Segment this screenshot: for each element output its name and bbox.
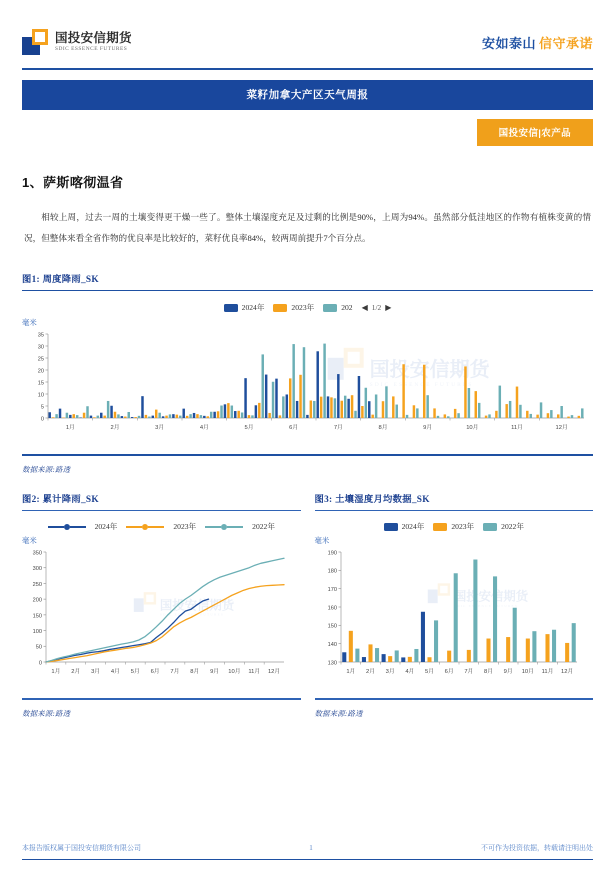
svg-text:9月: 9月 bbox=[423, 425, 433, 432]
svg-text:130: 130 bbox=[327, 660, 337, 667]
svg-text:12月: 12月 bbox=[267, 669, 281, 676]
legend-swatch-2024-icon bbox=[384, 523, 398, 531]
figure-1-source: 数据来源:路透 bbox=[22, 464, 71, 474]
svg-text:10: 10 bbox=[37, 392, 44, 399]
svg-text:6月: 6月 bbox=[444, 669, 454, 676]
legend-prev-arrow-icon[interactable]: ◀ bbox=[361, 302, 368, 312]
legend-item-2024[interactable] bbox=[224, 302, 265, 313]
figure-3-block bbox=[315, 491, 594, 719]
svg-text:190: 190 bbox=[327, 550, 337, 557]
svg-text:30: 30 bbox=[37, 344, 44, 351]
legend-swatch-2022-icon bbox=[323, 304, 337, 312]
legend-item-2024[interactable] bbox=[48, 521, 118, 532]
legend-next-arrow-icon[interactable]: ▶ bbox=[385, 302, 392, 312]
svg-text:5月: 5月 bbox=[424, 669, 434, 676]
figure-2-bottom-divider bbox=[22, 698, 301, 699]
category-badge: 国投安信|农产品 bbox=[477, 119, 593, 146]
logo-name-cn: 国投安信期货 bbox=[55, 31, 132, 46]
svg-text:8月: 8月 bbox=[378, 425, 388, 432]
figure-1-svg bbox=[22, 328, 593, 448]
figure-3-source: 数据来源:路透 bbox=[314, 708, 363, 718]
svg-text:国投安信期货: 国投安信期货 bbox=[159, 598, 235, 613]
svg-text:11月: 11月 bbox=[541, 669, 553, 676]
svg-text:6月: 6月 bbox=[289, 425, 299, 432]
legend-item-2024[interactable] bbox=[384, 521, 425, 532]
legend-item-2022[interactable] bbox=[483, 521, 524, 532]
svg-text:25: 25 bbox=[37, 356, 44, 363]
legend-item-2022[interactable] bbox=[323, 303, 352, 312]
figure-3-divider bbox=[315, 510, 594, 511]
svg-text:15: 15 bbox=[37, 380, 44, 387]
svg-text:3月: 3月 bbox=[155, 425, 165, 432]
legend-label-2022: 2022年 bbox=[252, 522, 275, 532]
figure-2-source: 数据来源:路透 bbox=[22, 708, 71, 718]
tagline-primary: 安如泰山 bbox=[481, 35, 536, 51]
svg-text:7月: 7月 bbox=[333, 425, 343, 432]
svg-text:140: 140 bbox=[327, 642, 337, 649]
svg-text:2月: 2月 bbox=[110, 425, 120, 432]
svg-text:4月: 4月 bbox=[404, 669, 414, 676]
svg-text:5月: 5月 bbox=[130, 669, 140, 676]
section-heading: 1、萨斯喀彻温省 bbox=[22, 175, 124, 190]
svg-text:150: 150 bbox=[327, 623, 337, 630]
page-footer bbox=[0, 843, 615, 860]
header-divider bbox=[22, 68, 593, 70]
legend-marker-2024-icon bbox=[64, 524, 70, 530]
figure-2-block bbox=[22, 491, 301, 719]
svg-text:4月: 4月 bbox=[110, 669, 120, 676]
svg-text:5月: 5月 bbox=[244, 425, 254, 432]
legend-label-2023: 2023年 bbox=[173, 522, 197, 532]
legend-label-2022: 2022年 bbox=[501, 522, 524, 532]
legend-page-indicator: 1/2 bbox=[371, 303, 382, 313]
legend-item-2023[interactable] bbox=[433, 521, 474, 532]
svg-text:3月: 3月 bbox=[91, 669, 101, 676]
svg-text:35: 35 bbox=[37, 332, 44, 339]
legend-swatch-2023-icon bbox=[273, 304, 287, 312]
svg-text:国投安信期货: 国投安信期货 bbox=[453, 589, 528, 604]
svg-text:1月: 1月 bbox=[51, 669, 61, 676]
figure-2-svg bbox=[22, 546, 297, 694]
svg-text:150: 150 bbox=[32, 613, 42, 620]
svg-text:160: 160 bbox=[327, 605, 337, 612]
svg-text:12月: 12月 bbox=[555, 425, 568, 432]
svg-text:170: 170 bbox=[327, 587, 337, 594]
logo-mark-icon bbox=[22, 29, 48, 55]
figure-2-unit-label: 毫米 bbox=[22, 536, 37, 546]
legend-pager[interactable] bbox=[362, 303, 392, 312]
svg-text:6月: 6月 bbox=[150, 669, 160, 676]
tagline-secondary: 信守承诺 bbox=[538, 35, 593, 51]
figure-3-legend bbox=[315, 521, 594, 532]
svg-text:SDIC ESSENCE FUTURES: SDIC ESSENCE FUTURES bbox=[369, 382, 474, 389]
figure-1-block bbox=[22, 271, 593, 475]
footer-page-number: 1 bbox=[309, 843, 313, 852]
figure-3-unit-label: 毫米 bbox=[314, 536, 330, 546]
figure-1-legend bbox=[22, 302, 593, 313]
figure-row bbox=[22, 491, 593, 719]
svg-text:10月: 10月 bbox=[521, 669, 534, 676]
footer-disclaimer: 不可作为投资依据，转载请注明出处 bbox=[481, 843, 593, 852]
svg-text:9月: 9月 bbox=[503, 669, 513, 676]
figure-1-title: 图1: 周度降雨_SK bbox=[22, 275, 99, 286]
figure-1-divider bbox=[22, 290, 593, 291]
svg-text:250: 250 bbox=[32, 582, 42, 589]
legend-swatch-2024-icon bbox=[224, 304, 238, 312]
svg-text:50: 50 bbox=[35, 644, 42, 651]
footer-divider bbox=[22, 859, 593, 860]
svg-text:9月: 9月 bbox=[210, 669, 220, 676]
svg-text:0: 0 bbox=[40, 416, 44, 423]
legend-marker-2023-icon bbox=[142, 524, 148, 530]
footer-copyright: 本报告版权属于国投安信期货有限公司 bbox=[22, 843, 141, 852]
svg-text:7月: 7月 bbox=[463, 669, 473, 676]
svg-text:3月: 3月 bbox=[385, 669, 395, 676]
svg-text:1月: 1月 bbox=[345, 669, 355, 676]
svg-text:350: 350 bbox=[32, 550, 42, 557]
svg-text:0: 0 bbox=[38, 660, 42, 667]
svg-text:11月: 11月 bbox=[248, 669, 261, 676]
figure-2-legend bbox=[22, 521, 301, 532]
legend-marker-2022-icon bbox=[221, 524, 227, 530]
svg-text:4月: 4月 bbox=[199, 425, 209, 432]
figure-3-svg bbox=[315, 546, 590, 694]
legend-label-2024: 2024年 bbox=[401, 522, 425, 532]
svg-text:SDIC ESSENCE FUTURES: SDIC ESSENCE FUTURES bbox=[453, 604, 518, 609]
svg-text:300: 300 bbox=[32, 566, 42, 573]
legend-swatch-2023-icon bbox=[433, 523, 447, 531]
figure-2-title: 图2: 累计降雨_SK bbox=[22, 494, 99, 505]
badge-row bbox=[22, 119, 593, 146]
legend-label-2022: 202 bbox=[341, 303, 353, 313]
legend-swatch-2022-icon bbox=[483, 523, 497, 531]
svg-text:2月: 2月 bbox=[71, 669, 81, 676]
svg-text:7月: 7月 bbox=[170, 669, 180, 676]
svg-text:10月: 10月 bbox=[466, 425, 479, 432]
svg-text:1月: 1月 bbox=[65, 425, 75, 432]
legend-label-2023: 2023年 bbox=[451, 522, 475, 532]
svg-text:12月: 12月 bbox=[560, 669, 573, 676]
legend-label-2024: 2024年 bbox=[241, 303, 265, 313]
report-title-bar: 菜籽加拿大产区天气周报 bbox=[22, 80, 593, 110]
figure-2-divider bbox=[22, 510, 301, 511]
page-header bbox=[0, 0, 615, 62]
svg-text:10月: 10月 bbox=[228, 669, 241, 676]
legend-item-2023[interactable] bbox=[273, 302, 314, 313]
svg-text:8月: 8月 bbox=[190, 669, 200, 676]
figure-2-chart bbox=[22, 546, 301, 694]
company-logo bbox=[22, 29, 132, 55]
figure-3-title: 图3: 土壤湿度月均数据_SK bbox=[314, 494, 430, 505]
legend-label-2023: 2023年 bbox=[291, 303, 315, 313]
header-tagline bbox=[482, 33, 593, 52]
legend-label-2024: 2024年 bbox=[94, 522, 118, 532]
svg-text:8月: 8月 bbox=[483, 669, 493, 676]
figure-1-chart bbox=[22, 328, 593, 448]
svg-text:2月: 2月 bbox=[365, 669, 375, 676]
figure-1-unit-label: 毫米 bbox=[22, 318, 37, 328]
svg-text:国投安信期货: 国投安信期货 bbox=[369, 359, 490, 382]
legend-item-2023[interactable] bbox=[126, 521, 196, 532]
legend-item-2022[interactable] bbox=[205, 521, 275, 532]
logo-name-en: SDIC ESSENCE FUTURES bbox=[55, 45, 128, 52]
svg-text:SDIC ESSENCE FUTURES: SDIC ESSENCE FUTURES bbox=[159, 612, 225, 617]
figure-3-bottom-divider bbox=[315, 698, 594, 699]
svg-text:5: 5 bbox=[40, 404, 44, 411]
svg-text:180: 180 bbox=[327, 568, 337, 575]
section-paragraph: 相较上周，过去一周的土壤变得更干燥一些了。整体土壤湿度充足及过剩的比例是90%，上周为94%。虽然部分低洼地区的作物有植株变黄的情况，但整体来看全省作物的优良率是比较好的，菜籽优良率84%，较两周前提升7个百分点。 bbox=[24, 212, 591, 244]
figure-1-bottom-divider bbox=[22, 454, 593, 455]
svg-text:20: 20 bbox=[37, 368, 44, 375]
figure-3-chart bbox=[315, 546, 594, 694]
svg-text:200: 200 bbox=[32, 597, 42, 604]
svg-text:100: 100 bbox=[32, 629, 42, 636]
svg-text:11月: 11月 bbox=[511, 425, 523, 432]
